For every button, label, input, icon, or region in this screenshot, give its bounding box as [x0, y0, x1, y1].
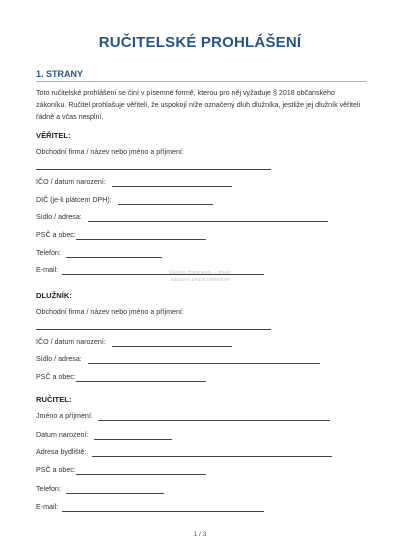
field-label: Telefon:: [36, 249, 61, 257]
field-label: DIČ (je-li plátcem DPH):: [36, 196, 112, 204]
watermark-line: zobrazen pouze náhledově: [169, 277, 231, 283]
input-line: [98, 420, 330, 421]
field-label: Jméno a příjmení:: [36, 412, 93, 420]
input-line: [112, 346, 232, 347]
input-line: [62, 511, 264, 512]
field-label: PSČ a obec:: [36, 373, 76, 381]
veritel-heading: VĚŘITEL:: [36, 131, 71, 140]
field-label: E-mail:: [36, 266, 59, 274]
veritel-phone-field[interactable]: [36, 249, 366, 259]
section-title: 1. STRANY: [36, 69, 84, 79]
document-title: RUČITELSKÉ PROHLÁŠENÍ: [98, 34, 302, 51]
rucitel-heading: RUČITEL:: [36, 395, 72, 404]
section-divider: [36, 81, 366, 82]
rucitel-email-field[interactable]: [36, 503, 366, 513]
page-number: 1 / 3: [193, 531, 207, 538]
rucitel-phone-field[interactable]: [36, 485, 366, 495]
input-line: [94, 439, 172, 440]
input-line: [76, 239, 206, 240]
rucitel-birthdate-field[interactable]: [36, 431, 366, 441]
dluznik-name-input[interactable]: [36, 321, 271, 331]
field-label: Sídlo / adresa:: [36, 213, 82, 221]
rucitel-psc-field[interactable]: [36, 466, 366, 476]
field-label: PSČ a obec:: [36, 231, 76, 239]
input-line: [66, 257, 162, 258]
input-line: [76, 474, 206, 475]
field-label: Obchodní firma / název nebo jméno a příjmení:: [36, 308, 184, 316]
field-label: Datum narození:: [36, 431, 89, 439]
input-line: [88, 363, 320, 364]
veritel-name-input[interactable]: [36, 161, 271, 171]
dluznik-ico-field[interactable]: [36, 338, 366, 348]
dluznik-name-field: [36, 308, 366, 318]
input-line: [66, 493, 164, 494]
input-line: [88, 221, 328, 222]
dluznik-psc-field[interactable]: [36, 373, 366, 383]
field-label: Adresa bydliště:: [36, 448, 87, 456]
watermark: [120, 270, 280, 284]
rucitel-name-field[interactable]: [36, 412, 366, 422]
field-label: E-mail:: [36, 503, 59, 511]
input-line: [92, 456, 332, 457]
veritel-address-field[interactable]: [36, 213, 366, 223]
veritel-ico-field[interactable]: [36, 178, 366, 188]
field-label: Telefon:: [36, 485, 61, 493]
input-line: [112, 186, 232, 187]
field-label: Obchodní firma / název nebo jméno a příjmení:: [36, 148, 184, 156]
input-line: [36, 169, 271, 170]
watermark-line: Ukázka dokumentu – obsah: [169, 270, 231, 276]
field-label: Sídlo / adresa:: [36, 355, 82, 363]
veritel-psc-field[interactable]: [36, 231, 366, 241]
input-line: [76, 381, 206, 382]
rucitel-address-field[interactable]: [36, 448, 366, 458]
field-label: PSČ a obec:: [36, 466, 76, 474]
dluznik-heading: DLUŽNÍK:: [36, 291, 72, 300]
veritel-dic-field[interactable]: [36, 196, 366, 206]
input-line: [36, 329, 271, 330]
veritel-name-field: [36, 148, 366, 158]
input-line: [118, 204, 213, 205]
dluznik-address-field[interactable]: [36, 355, 366, 365]
field-label: IČO / datum narození:: [36, 178, 106, 186]
intro-paragraph: Toto ručitelské prohlášení se činí v písemné formě, kterou pro něj vyžaduje § 2018 občanského zákoníku. Ručitel prohlašuje věřiteli, že uspokojí níže označený dluh dlužníka, jestliže jej dlužník věřiteli řádně a včas nesplní.: [36, 89, 361, 121]
field-label: IČO / datum narození:: [36, 338, 106, 346]
